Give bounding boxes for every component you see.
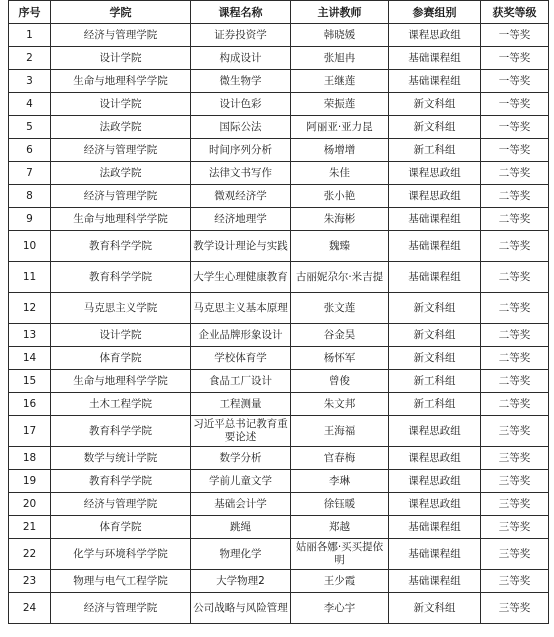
row-teacher: 朱佳 (291, 162, 389, 185)
table-row (9, 231, 549, 262)
row-course: 大学物理2 (191, 570, 291, 593)
row-index: 12 (9, 293, 51, 324)
row-group: 课程思政组 (389, 185, 481, 208)
row-college: 生命与地理科学学院 (51, 70, 191, 93)
row-course: 工程测量 (191, 393, 291, 416)
row-award: 一等奖 (481, 116, 549, 139)
row-teacher: 杨怀军 (291, 347, 389, 370)
row-course: 学校体育学 (191, 347, 291, 370)
row-award: 一等奖 (481, 24, 549, 47)
row-group: 新文科组 (389, 93, 481, 116)
row-course: 设计色彩 (191, 93, 291, 116)
row-index: 14 (9, 347, 51, 370)
row-course: 跳绳 (191, 516, 291, 539)
row-group: 课程思政组 (389, 493, 481, 516)
row-index: 9 (9, 208, 51, 231)
table-row (9, 593, 549, 624)
row-award: 二等奖 (481, 231, 549, 262)
row-course: 数学分析 (191, 447, 291, 470)
row-award: 二等奖 (481, 293, 549, 324)
row-course: 教学设计理论与实践 (191, 231, 291, 262)
table-row (9, 393, 549, 416)
row-college: 法政学院 (51, 162, 191, 185)
table-row (9, 416, 549, 447)
row-group: 基础课程组 (389, 231, 481, 262)
row-college: 生命与地理科学学院 (51, 370, 191, 393)
row-college: 设计学院 (51, 93, 191, 116)
row-teacher: 张小艳 (291, 185, 389, 208)
row-college: 体育学院 (51, 347, 191, 370)
table-row (9, 347, 549, 370)
row-college: 生命与地理科学学院 (51, 208, 191, 231)
row-index: 2 (9, 47, 51, 70)
row-course: 构成设计 (191, 47, 291, 70)
row-teacher: 李琳 (291, 470, 389, 493)
header-teacher: 主讲教师 (291, 1, 389, 24)
row-award: 三等奖 (481, 570, 549, 593)
row-teacher: 杨增增 (291, 139, 389, 162)
row-teacher: 徐钰暖 (291, 493, 389, 516)
table-row (9, 116, 549, 139)
row-index: 10 (9, 231, 51, 262)
row-course: 物理化学 (191, 539, 291, 570)
row-index: 1 (9, 24, 51, 47)
row-college: 经济与管理学院 (51, 185, 191, 208)
row-group: 基础课程组 (389, 208, 481, 231)
table-row (9, 370, 549, 393)
table-row (9, 470, 549, 493)
table-row (9, 293, 549, 324)
row-index: 22 (9, 539, 51, 570)
row-award: 三等奖 (481, 493, 549, 516)
row-college: 经济与管理学院 (51, 593, 191, 624)
table-row (9, 324, 549, 347)
row-index: 6 (9, 139, 51, 162)
row-teacher: 王继莲 (291, 70, 389, 93)
row-group: 新工科组 (389, 370, 481, 393)
table-row (9, 539, 549, 570)
header-group: 参赛组别 (389, 1, 481, 24)
row-teacher: 李心宇 (291, 593, 389, 624)
row-award: 三等奖 (481, 447, 549, 470)
row-award: 二等奖 (481, 162, 549, 185)
row-course: 基础会计学 (191, 493, 291, 516)
row-group: 新文科组 (389, 593, 481, 624)
row-group: 基础课程组 (389, 47, 481, 70)
row-index: 19 (9, 470, 51, 493)
row-group: 新工科组 (389, 139, 481, 162)
row-index: 21 (9, 516, 51, 539)
row-course: 证券投资学 (191, 24, 291, 47)
row-group: 基础课程组 (389, 70, 481, 93)
row-teacher: 韩晓媛 (291, 24, 389, 47)
table-row (9, 208, 549, 231)
row-college: 数学与统计学院 (51, 447, 191, 470)
row-course: 食品工厂设计 (191, 370, 291, 393)
table-row (9, 262, 549, 293)
row-college: 经济与管理学院 (51, 139, 191, 162)
row-teacher: 郑越 (291, 516, 389, 539)
row-college: 体育学院 (51, 516, 191, 539)
header-award: 获奖等级 (481, 1, 549, 24)
row-index: 7 (9, 162, 51, 185)
row-index: 18 (9, 447, 51, 470)
row-award: 二等奖 (481, 393, 549, 416)
row-college: 教育科学学院 (51, 470, 191, 493)
row-teacher: 姑丽各娜·买买提依明 (291, 539, 389, 570)
row-course: 学前儿童文学 (191, 470, 291, 493)
table-row (9, 70, 549, 93)
row-teacher: 阿丽亚·亚力昆 (291, 116, 389, 139)
row-college: 马克思主义学院 (51, 293, 191, 324)
row-index: 13 (9, 324, 51, 347)
row-award: 二等奖 (481, 262, 549, 293)
row-college: 物理与电气工程学院 (51, 570, 191, 593)
header-index: 序号 (9, 1, 51, 24)
row-award: 三等奖 (481, 516, 549, 539)
row-teacher: 张文莲 (291, 293, 389, 324)
row-award: 三等奖 (481, 593, 549, 624)
table-row (9, 185, 549, 208)
row-award: 一等奖 (481, 139, 549, 162)
row-index: 16 (9, 393, 51, 416)
row-college: 经济与管理学院 (51, 493, 191, 516)
row-award: 三等奖 (481, 539, 549, 570)
row-teacher: 谷金昊 (291, 324, 389, 347)
table-row (9, 139, 549, 162)
row-group: 新文科组 (389, 116, 481, 139)
header-college: 学院 (51, 1, 191, 24)
awards-table (8, 0, 549, 624)
row-course: 习近平总书记教育重要论述 (191, 416, 291, 447)
row-index: 3 (9, 70, 51, 93)
row-college: 设计学院 (51, 324, 191, 347)
row-index: 23 (9, 570, 51, 593)
table-row (9, 570, 549, 593)
row-college: 教育科学学院 (51, 262, 191, 293)
header-row (9, 1, 549, 24)
row-group: 新文科组 (389, 347, 481, 370)
row-award: 二等奖 (481, 324, 549, 347)
row-award: 一等奖 (481, 47, 549, 70)
row-index: 11 (9, 262, 51, 293)
row-college: 土木工程学院 (51, 393, 191, 416)
row-award: 二等奖 (481, 185, 549, 208)
row-teacher: 荣振莲 (291, 93, 389, 116)
row-index: 15 (9, 370, 51, 393)
row-college: 法政学院 (51, 116, 191, 139)
row-index: 8 (9, 185, 51, 208)
row-course: 国际公法 (191, 116, 291, 139)
row-course: 公司战略与风险管理 (191, 593, 291, 624)
row-college: 教育科学学院 (51, 231, 191, 262)
row-course: 法律文书写作 (191, 162, 291, 185)
table-row (9, 93, 549, 116)
row-teacher: 张旭冉 (291, 47, 389, 70)
row-group: 课程思政组 (389, 162, 481, 185)
row-course: 经济地理学 (191, 208, 291, 231)
row-teacher: 古丽妮尕尔·米吉提 (291, 262, 389, 293)
row-course: 微生物学 (191, 70, 291, 93)
row-group: 课程思政组 (389, 416, 481, 447)
row-course: 微观经济学 (191, 185, 291, 208)
row-college: 设计学院 (51, 47, 191, 70)
row-teacher: 王少霞 (291, 570, 389, 593)
row-group: 新文科组 (389, 293, 481, 324)
row-group: 基础课程组 (389, 262, 481, 293)
row-course: 马克思主义基本原理 (191, 293, 291, 324)
row-index: 17 (9, 416, 51, 447)
row-group: 课程思政组 (389, 470, 481, 493)
row-group: 课程思政组 (389, 24, 481, 47)
row-group: 基础课程组 (389, 516, 481, 539)
row-group: 基础课程组 (389, 539, 481, 570)
table-row (9, 493, 549, 516)
row-teacher: 魏臻 (291, 231, 389, 262)
row-group: 基础课程组 (389, 570, 481, 593)
row-index: 4 (9, 93, 51, 116)
row-college: 教育科学学院 (51, 416, 191, 447)
row-index: 5 (9, 116, 51, 139)
row-college: 化学与环境科学学院 (51, 539, 191, 570)
row-group: 新工科组 (389, 393, 481, 416)
table-row (9, 516, 549, 539)
row-college: 经济与管理学院 (51, 24, 191, 47)
row-award: 一等奖 (481, 93, 549, 116)
table-row (9, 447, 549, 470)
row-teacher: 官春梅 (291, 447, 389, 470)
row-course: 时间序列分析 (191, 139, 291, 162)
row-award: 三等奖 (481, 470, 549, 493)
table-row (9, 47, 549, 70)
row-course: 企业品牌形象设计 (191, 324, 291, 347)
row-teacher: 朱文邦 (291, 393, 389, 416)
row-award: 二等奖 (481, 347, 549, 370)
table-row (9, 162, 549, 185)
table-body (9, 24, 549, 624)
table-row (9, 24, 549, 47)
row-index: 24 (9, 593, 51, 624)
row-course: 大学生心理健康教育 (191, 262, 291, 293)
row-award: 一等奖 (481, 70, 549, 93)
row-award: 二等奖 (481, 208, 549, 231)
row-teacher: 朱海彬 (291, 208, 389, 231)
row-index: 20 (9, 493, 51, 516)
row-teacher: 曾俊 (291, 370, 389, 393)
row-award: 二等奖 (481, 370, 549, 393)
header-course: 课程名称 (191, 1, 291, 24)
row-group: 新文科组 (389, 324, 481, 347)
row-group: 课程思政组 (389, 447, 481, 470)
row-award: 三等奖 (481, 416, 549, 447)
row-teacher: 王海福 (291, 416, 389, 447)
